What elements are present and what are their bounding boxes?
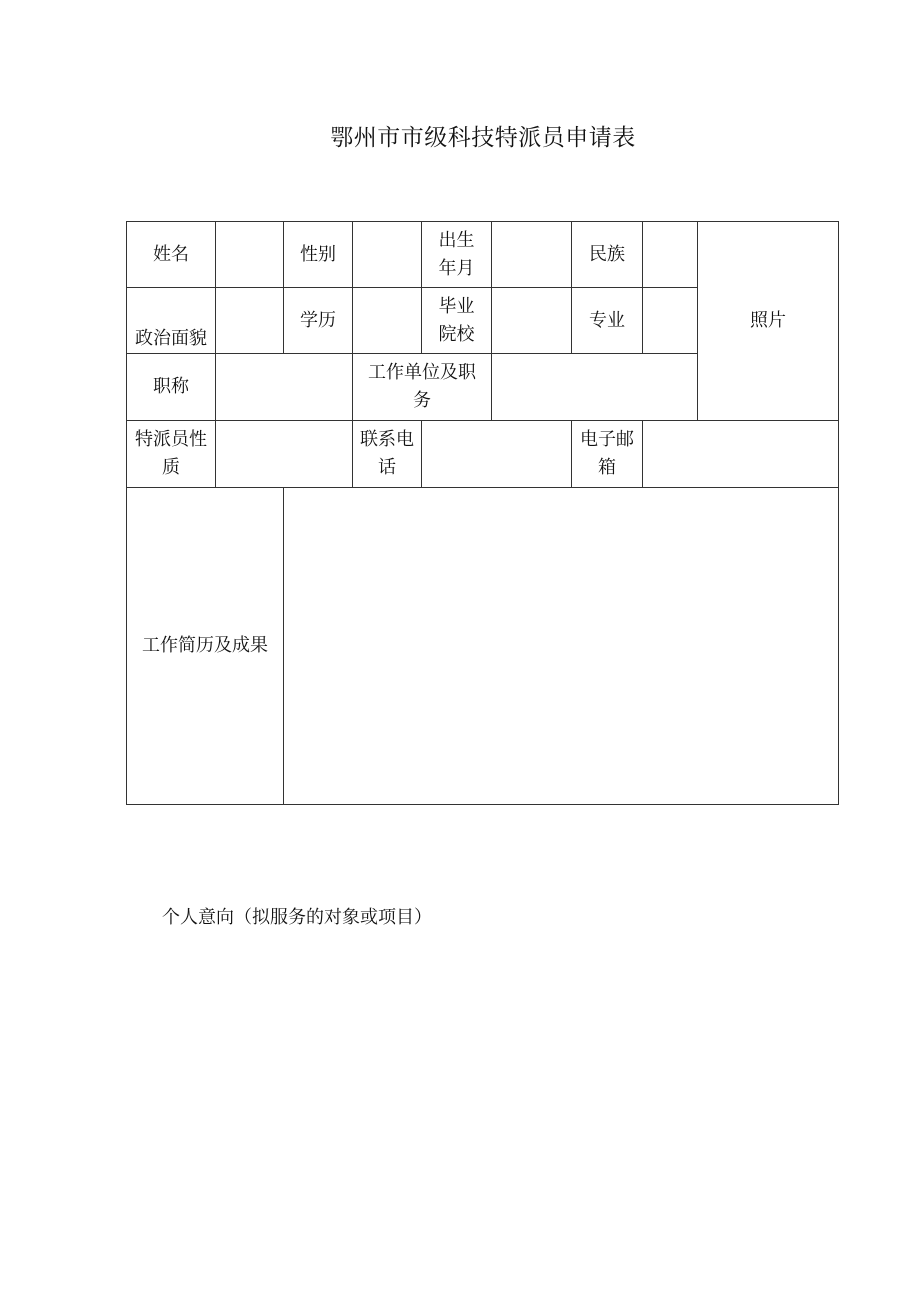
phone-label-line-2: 话 [378, 457, 396, 478]
phone-label [353, 421, 422, 488]
nature-label-line-2: 质 [162, 457, 180, 478]
political-field[interactable] [216, 288, 284, 354]
school-label-line-2: 院校 [438, 323, 475, 345]
phone-label-line-1: 联系电 [360, 429, 414, 450]
education-field[interactable] [353, 288, 422, 354]
gender-field[interactable] [353, 222, 422, 288]
phone-field[interactable] [422, 421, 572, 488]
major-field[interactable] [643, 288, 698, 354]
gender-label: 性别 [284, 222, 353, 288]
name-field[interactable] [216, 222, 284, 288]
school-label-line-1: 毕业 [438, 295, 475, 317]
birth-label-line-2: 年月 [438, 257, 475, 279]
nature-label-line-1: 特派员性 [135, 429, 207, 450]
name-label: 姓名 [127, 222, 216, 288]
political-label: 政治面貌 [127, 288, 216, 354]
resume-field[interactable] [284, 488, 839, 805]
email-label [572, 421, 643, 488]
birth-field[interactable] [492, 222, 572, 288]
application-form-table [126, 221, 839, 805]
title-field[interactable] [216, 354, 353, 421]
workplace-label-line-1: 工作单位及职 [368, 362, 476, 383]
workplace-label-line-2: 务 [413, 390, 431, 411]
major-label: 专业 [572, 288, 643, 354]
email-label-line-2: 箱 [598, 457, 616, 478]
ethnicity-field[interactable] [643, 222, 698, 288]
email-label-line-1: 电子邮 [580, 429, 634, 450]
birth-label-line-1: 出生 [438, 229, 475, 251]
personal-intent-label: 个人意向（拟服务的对象或项目） [162, 907, 432, 928]
education-label: 学历 [284, 288, 353, 354]
document-title: 鄂州市市级科技特派员申请表 [330, 125, 636, 151]
birth-label [422, 222, 492, 288]
title-label: 职称 [127, 354, 216, 421]
school-label [422, 288, 492, 354]
email-field[interactable] [643, 421, 839, 488]
resume-label: 工作简历及成果 [127, 488, 284, 805]
nature-label [127, 421, 216, 488]
nature-field[interactable] [216, 421, 353, 488]
workplace-label [353, 354, 492, 421]
workplace-field[interactable] [492, 354, 698, 421]
ethnicity-label: 民族 [572, 222, 643, 288]
photo-cell[interactable]: 照片 [698, 222, 839, 421]
school-field[interactable] [492, 288, 572, 354]
